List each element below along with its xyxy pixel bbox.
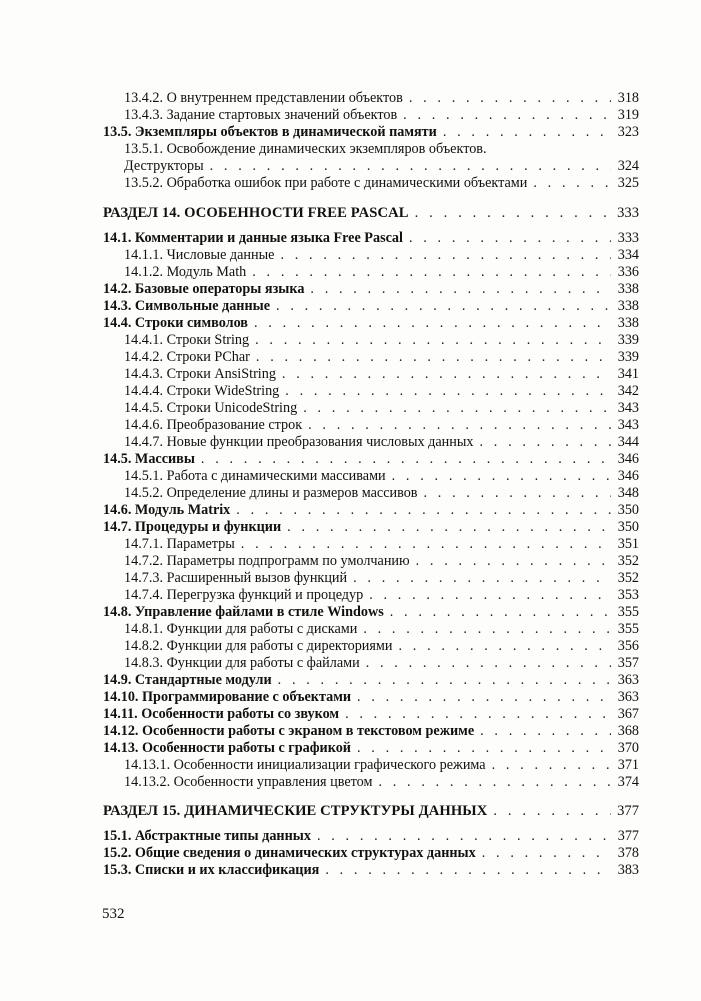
toc-entry: 14.11. Особенности работы со звуком . . . 367 [103, 706, 639, 723]
toc-section-heading: РАЗДЕЛ 14. ОСОБЕННОСТИ FREE PASCAL . . . 333 [103, 205, 639, 222]
toc-entry: 14.1.1. Числовые данные . . . 334 [124, 247, 639, 264]
toc-entry: 14.8.3. Функции для работы с файлами . . . 357 [124, 655, 639, 672]
toc-entry: 14.4.1. Строки String . . . 339 [124, 332, 639, 349]
toc-entry: 14.3. Символьные данные . . . 338 [103, 298, 639, 315]
toc-entry: 13.5.1. Освобождение динамических экземпляров объектов. [124, 141, 487, 157]
toc-entry: 14.13.1. Особенности инициализации графического режима . . . 371 [124, 757, 639, 774]
toc-entry: 14.7.3. Расширенный вызов функций . . . 352 [124, 570, 639, 587]
toc-entry: 14.13. Особенности работы с графикой . . . 370 [103, 740, 639, 757]
toc-entry: 14.5.2. Определение длины и размеров массивов . . . 348 [124, 485, 639, 502]
toc-entry: 14.8.1. Функции для работы с дисками . . . 355 [124, 621, 639, 638]
toc-entry: 14.4.6. Преобразование строк . . . 343 [124, 417, 639, 434]
toc-entry: 14.4. Строки символов . . . 338 [103, 315, 639, 332]
toc-entry: 13.4.2. О внутреннем представлении объектов . . . 318 [124, 90, 639, 107]
page-number: 532 [102, 906, 125, 922]
toc-entry: 14.5.1. Работа с динамическими массивами . . . 346 [124, 468, 639, 485]
toc-entry: 14.2. Базовые операторы языка . . . 338 [103, 281, 639, 298]
toc-entry: 13.5.2. Обработка ошибок при работе с динамическими объектами . . . 325 [124, 175, 639, 192]
toc-entry: 14.7.1. Параметры . . . 351 [124, 536, 639, 553]
toc-entry: 14.7. Процедуры и функции . . . 350 [103, 519, 639, 536]
toc-entry: 14.1. Комментарии и данные языка Free Pascal . . . 333 [103, 230, 639, 247]
toc-entry: 14.4.2. Строки PChar . . . 339 [124, 349, 639, 366]
toc-section-heading: РАЗДЕЛ 15. ДИНАМИЧЕСКИЕ СТРУКТУРЫ ДАННЫХ . . . 377 [103, 803, 639, 820]
toc-entry: 15.3. Списки и их классификация . . . 383 [103, 862, 639, 879]
toc-entry: 14.7.4. Перегрузка функций и процедур . . . 353 [124, 587, 639, 604]
toc-entry: 14.8.2. Функции для работы с директориями . . . 356 [124, 638, 639, 655]
toc-entry: 15.1. Абстрактные типы данных . . . 377 [103, 828, 639, 845]
toc-entry: 14.1.2. Модуль Math . . . 336 [124, 264, 639, 281]
toc-entry: 14.9. Стандартные модули . . . 363 [103, 672, 639, 689]
toc-entry: 13.4.3. Задание стартовых значений объектов . . . 319 [124, 107, 639, 124]
toc-entry: Деструкторы . . . 324 [124, 158, 639, 175]
toc-entry: 14.13.2. Особенности управления цветом . . . 374 [124, 774, 639, 791]
toc-entry: 14.4.3. Строки AnsiString . . . 341 [124, 366, 639, 383]
toc-entry: 15.2. Общие сведения о динамических структурах данных . . . 378 [103, 845, 639, 862]
toc-entry: 14.4.5. Строки UnicodeString . . . 343 [124, 400, 639, 417]
toc-entry: 14.6. Модуль Matrix . . . 350 [103, 502, 639, 519]
toc-entry: 14.5. Массивы . . . 346 [103, 451, 639, 468]
toc-entry: 14.4.7. Новые функции преобразования числовых данных . . . 344 [124, 434, 639, 451]
toc-entry: 14.8. Управление файлами в стиле Windows . . . 355 [103, 604, 639, 621]
toc-entry: 14.4.4. Строки WideString . . . 342 [124, 383, 639, 400]
toc-entry: 13.5. Экземпляры объектов в динамической памяти . . . 323 [103, 124, 639, 141]
toc-entry: 14.12. Особенности работы с экраном в текстовом режиме . . . 368 [103, 723, 639, 740]
toc-entry: 14.7.2. Параметры подпрограмм по умолчанию . . . 352 [124, 553, 639, 570]
toc-entry: 14.10. Программирование с объектами . . . 363 [103, 689, 639, 706]
